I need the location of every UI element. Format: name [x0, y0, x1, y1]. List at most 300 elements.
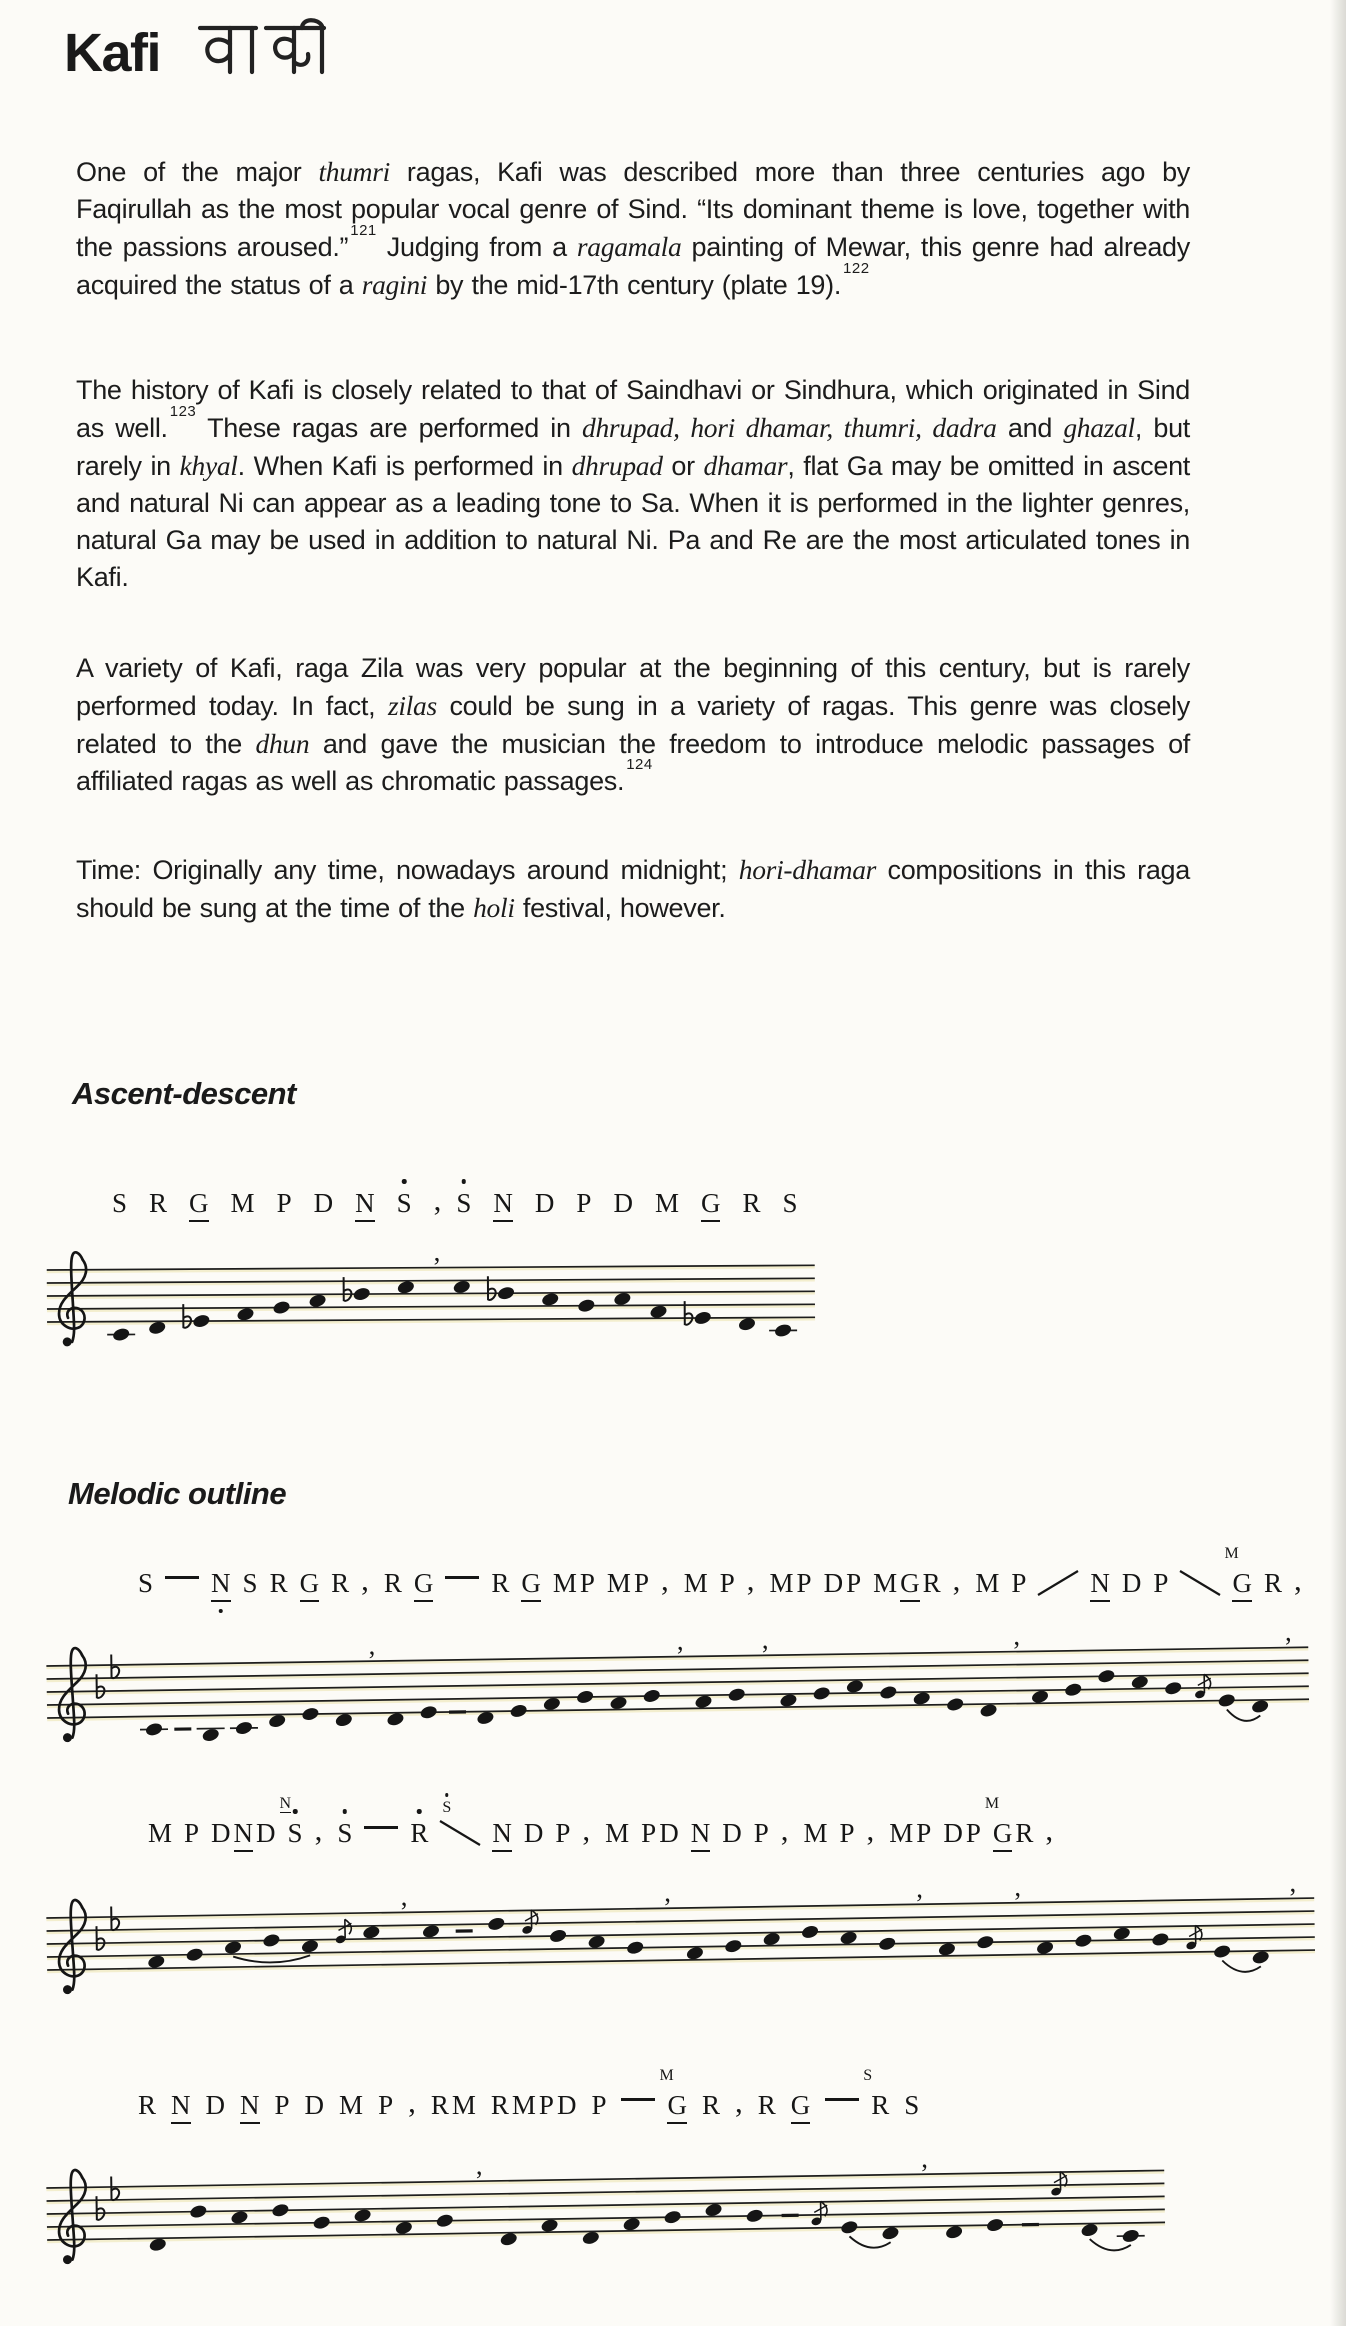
- sargam-note: [314, 1188, 334, 1219]
- sargam-letter: P: [1011, 1568, 1027, 1598]
- sargam-hold-dash: [364, 1826, 398, 1829]
- sargam-note: [803, 1818, 827, 1849]
- sargam-note: [452, 2090, 476, 2121]
- sargam-letter: M: [451, 2090, 476, 2120]
- sargam-note: [512, 2090, 536, 2121]
- sargam-letter: M: [654, 1188, 679, 1218]
- sargam-letter: S: [782, 1188, 798, 1218]
- sargam-note: [331, 1568, 349, 1599]
- sargam-note: [397, 1188, 412, 1219]
- sargam-letter: R: [742, 1188, 761, 1218]
- text-run: by the mid-17th century (plate 19).: [427, 270, 842, 300]
- sargam-pause-comma: ,: [314, 1812, 323, 1847]
- glide-line: [1034, 1564, 1082, 1600]
- sargam-letter: D: [659, 1818, 679, 1848]
- sargam-note: [580, 1568, 595, 1599]
- sargam-letter: R: [491, 1568, 510, 1598]
- sargam-letter: G: [900, 1568, 920, 1602]
- devanagari-title: [196, 16, 332, 78]
- sargam-note: [916, 1818, 931, 1849]
- sargam-letter: M: [605, 1818, 630, 1848]
- text-run: compositions in this raga should be sung at the time of the: [76, 855, 1190, 923]
- hold-dash: [456, 1929, 473, 1932]
- sargam-letter: R: [138, 2090, 157, 2120]
- sargam-note: [770, 1568, 794, 1599]
- note-head: [435, 2213, 454, 2229]
- breath-mark: ,: [920, 2143, 929, 2174]
- note-head: [144, 1721, 163, 1737]
- note-head: [419, 1704, 438, 1720]
- staff-melodic-1: [44, 1617, 1312, 1779]
- note-head: [879, 1685, 898, 1701]
- sargam-note: [641, 1818, 656, 1849]
- sargam-note: [305, 2090, 325, 2121]
- hold-dash: [782, 2214, 799, 2217]
- breath-mark: ,: [663, 1877, 672, 1908]
- glide-line: [436, 1814, 484, 1850]
- note-head: [1064, 1682, 1083, 1698]
- sargam-note: [1264, 1568, 1282, 1599]
- sargam-letter: S: [287, 1818, 303, 1848]
- text-run: , but rarely in: [76, 413, 1190, 481]
- sargam-hold-dash: [445, 1576, 479, 1579]
- sargam-letter: D: [1121, 1568, 1142, 1598]
- text-run: and: [996, 413, 1064, 443]
- sargam-note: [758, 2090, 776, 2121]
- note-head: [496, 1285, 515, 1301]
- sargam-letter: S: [242, 1568, 258, 1598]
- sargam-pause-comma: ,: [660, 1562, 669, 1597]
- italic-term: holi: [473, 892, 515, 923]
- sargam-note: [112, 1188, 127, 1219]
- note-head: [693, 1310, 712, 1326]
- note-head: [312, 2215, 331, 2231]
- sargam-letter: R: [410, 1818, 429, 1848]
- sargam-hold-dash: [825, 2098, 859, 2101]
- sargam-letter: D: [722, 1818, 742, 1848]
- sargam-note: [1015, 1818, 1033, 1849]
- sargam-letter: M: [230, 1188, 255, 1218]
- italic-term: ragini: [361, 269, 428, 300]
- text-run: These ragas are performed in: [196, 413, 582, 443]
- sargam-letter: D: [534, 1188, 555, 1218]
- sargam-note: [613, 1188, 633, 1219]
- sargam-note: [1153, 1568, 1168, 1599]
- glide-line: [1176, 1564, 1224, 1600]
- breath-mark: ,: [915, 1873, 924, 1904]
- sargam-line-melodic-2: [148, 1795, 1068, 1857]
- paragraph-history: [76, 372, 1190, 596]
- sargam-pause-comma: ,: [361, 1562, 369, 1597]
- note-head: [487, 1916, 506, 1932]
- sargam-note: [539, 2090, 554, 2121]
- sargam-letter: P: [378, 2090, 394, 2120]
- sargam-note: [984, 1795, 1013, 1852]
- sargam-note: [797, 1568, 812, 1599]
- sargam-letter: M: [975, 1568, 1000, 1598]
- sargam-note: [492, 1818, 512, 1852]
- sargam-letter: R: [757, 2090, 776, 2120]
- sargam-note: [655, 1188, 679, 1219]
- sargam-note: [607, 1568, 631, 1599]
- italic-term: hori-dhamar: [738, 854, 877, 885]
- sargam-note: [414, 1568, 434, 1602]
- sargam-letter: M: [803, 1818, 828, 1848]
- sargam-hold-dash: [621, 2098, 655, 2101]
- note-head: [234, 1720, 253, 1736]
- sargam-note: [410, 1818, 428, 1849]
- sargam-letter: R: [269, 1568, 288, 1598]
- sargam-letter: D: [556, 2090, 577, 2120]
- sargam-note: [742, 1188, 760, 1219]
- sargam-note: [256, 1818, 276, 1849]
- sargam-note: [840, 1818, 855, 1849]
- staff-svg: [44, 2140, 1168, 2296]
- sargam-letter: M: [889, 1818, 914, 1848]
- sargam-note: [277, 1188, 292, 1219]
- sargam-note: [524, 1818, 544, 1849]
- sargam-letter: R: [701, 2090, 720, 2120]
- italic-term: ragamala: [576, 231, 682, 262]
- sargam-note: [138, 1568, 153, 1599]
- sargam-letter: G: [300, 1568, 320, 1602]
- devanagari-glyphs: [200, 20, 324, 72]
- text-run: could be sung in a variety of ragas. This genre was closely related to the: [76, 691, 1190, 759]
- note-head: [774, 1323, 793, 1339]
- sargam-line-ascent-descent: [112, 1184, 820, 1222]
- sargam-pause-comma: ,: [433, 1182, 442, 1217]
- sargam-letter: N: [240, 2090, 260, 2124]
- sargam-letter: P: [846, 1568, 862, 1598]
- sargam-letter: M: [148, 1818, 173, 1848]
- staff-ascent-descent: [45, 1235, 818, 1383]
- sargam-note: [846, 1568, 861, 1599]
- sargam-letter: P: [579, 1568, 595, 1598]
- sargam-letter: G: [521, 1568, 541, 1602]
- sargam-note: [923, 1568, 941, 1599]
- note-head: [1164, 1680, 1183, 1696]
- note-head: [352, 1286, 371, 1302]
- treble-clef-icon: [59, 1252, 87, 1346]
- scan-edge-shadow: [1330, 0, 1346, 2326]
- note-head: [1121, 2228, 1140, 2244]
- sargam-letter: P: [276, 1188, 292, 1218]
- note-head: [663, 2209, 682, 2225]
- sargam-letter: P: [1153, 1568, 1169, 1598]
- note-head: [1151, 1932, 1170, 1948]
- sargam-letter: S: [138, 1568, 154, 1598]
- sargam-letter: R: [490, 2090, 509, 2120]
- sargam-note: [873, 1568, 897, 1599]
- note-head: [576, 1689, 595, 1705]
- sargam-note: [300, 1568, 320, 1602]
- sargam-letter: N: [1090, 1568, 1110, 1602]
- note-head: [271, 2202, 290, 2218]
- sargam-note: [378, 2090, 393, 2121]
- sargam-letter: R: [331, 1568, 350, 1598]
- sargam-note: [701, 1188, 721, 1222]
- sargam-note: [904, 2090, 919, 2121]
- sargam-letter: P: [576, 1188, 592, 1218]
- breath-mark: ,: [1014, 1871, 1022, 1902]
- sargam-letter: P: [839, 1818, 855, 1848]
- sargam-letter: M: [769, 1568, 794, 1598]
- note-head: [1217, 1693, 1236, 1709]
- sargam-note: [782, 1188, 797, 1219]
- sargam-letter: G: [791, 2090, 811, 2124]
- sargam-note: [275, 2090, 290, 2121]
- note-head: [1097, 1668, 1116, 1684]
- sargam-note: [211, 1568, 231, 1602]
- sargam-letter: S: [337, 1818, 353, 1848]
- sargam-note: [555, 1818, 570, 1849]
- sargam-pause-comma: ,: [1293, 1562, 1302, 1597]
- sargam-letter: P: [538, 2090, 554, 2120]
- sargam-note: [171, 2090, 191, 2124]
- sargam-note: [605, 1818, 629, 1849]
- text-run: . When Kafi is performed in: [237, 451, 572, 481]
- sargam-note: [576, 1188, 591, 1219]
- sargam-line-melodic-1: [138, 1545, 1317, 1607]
- sargam-letter: D: [313, 1188, 334, 1218]
- sargam-octave-grace-mark: M: [1224, 1545, 1239, 1562]
- sargam-note: [270, 1568, 288, 1599]
- sargam-letter: P: [184, 1818, 200, 1848]
- paragraph-time: [76, 851, 1190, 927]
- sargam-letter: P: [965, 1818, 981, 1848]
- sargam-letter: M: [606, 1568, 631, 1598]
- sargam-letter: N: [355, 1188, 375, 1222]
- staff-svg: [44, 1868, 1318, 2026]
- sargam-note: [966, 1818, 981, 1849]
- sargam-note: [824, 1568, 844, 1599]
- note-head: [976, 1934, 995, 1950]
- italic-term: dhrupad: [571, 450, 663, 481]
- sargam-letter: N: [234, 1818, 254, 1852]
- sargam-letter: D: [943, 1818, 963, 1848]
- note-head: [745, 2208, 764, 2224]
- sargam-note: [384, 1568, 402, 1599]
- sargam-pause-comma: ,: [952, 1562, 961, 1597]
- breath-mark: ,: [761, 1624, 769, 1655]
- sargam-note: [684, 1568, 708, 1599]
- italic-term: dhun: [255, 728, 310, 759]
- text-run: ragas, Kafi was described more than three centuries ago by Faqirullah as the most popular vocal genre of Sind. “Its dominant theme is love, together with the passions aroused.”: [76, 157, 1190, 262]
- sargam-pause-comma: ,: [746, 1562, 755, 1597]
- sargam-octave-grace-mark: S: [442, 1799, 452, 1817]
- breath-mark: ,: [400, 1881, 408, 1912]
- breath-mark: ,: [676, 1625, 684, 1656]
- text-run: One of the major: [76, 157, 319, 187]
- staff-line: [47, 1950, 1315, 1970]
- text-run: painting of Mewar, this genre had already acquired the status of a: [76, 232, 1190, 300]
- sargam-letter: S: [396, 1188, 412, 1218]
- meend-glide-down: [436, 1799, 484, 1857]
- staff-melodic-3: [44, 2140, 1168, 2301]
- footnote-marker: 124: [626, 756, 653, 773]
- breath-mark: ,: [1013, 1620, 1021, 1651]
- sargam-pause-comma: ,: [734, 2084, 743, 2119]
- sargam-note: [975, 1568, 999, 1599]
- sargam-letter: M: [511, 2090, 536, 2120]
- sargam-letter: D: [523, 1818, 544, 1848]
- sargam-letter: D: [823, 1568, 844, 1598]
- sargam-pause-comma: ,: [408, 2084, 416, 2119]
- sargam-note: [148, 1818, 172, 1849]
- sargam-letter: N: [691, 1818, 711, 1852]
- treble-clef-icon: [58, 1648, 87, 1742]
- sargam-letter: D: [211, 1818, 231, 1848]
- sargam-letter: N: [492, 1818, 512, 1852]
- breath-mark: ,: [1284, 1617, 1292, 1647]
- note-head: [642, 1688, 661, 1704]
- sargam-pause-comma: ,: [582, 1812, 591, 1847]
- sargam-letter: S: [456, 1188, 472, 1218]
- sargam-note: [211, 1818, 231, 1849]
- note-head: [189, 2204, 208, 2220]
- sargam-note: [702, 2090, 720, 2121]
- text-run: and gave the musician the freedom to introduce melodic passages of affiliated ragas as well as chromatic passages.: [76, 729, 1190, 796]
- note-head: [1213, 1944, 1232, 1960]
- note-head: [548, 1928, 567, 1944]
- breath-mark: ,: [475, 2150, 483, 2181]
- treble-clef-icon: [58, 1900, 87, 1994]
- sargam-note: [243, 1568, 258, 1599]
- breath-mark: ,: [1289, 1868, 1297, 1898]
- sargam-note: [791, 2090, 811, 2124]
- sargam-note: [337, 1818, 352, 1849]
- text-run: A variety of Kafi, raga Zila was very popular at the beginning of this century, but is rarely performed today. In fact,: [76, 653, 1190, 721]
- sargam-note: [943, 1818, 963, 1849]
- sargam-letter: G: [667, 2090, 687, 2124]
- sargam-letter: S: [904, 2090, 920, 2120]
- sargam-letter: G: [993, 1818, 1013, 1852]
- sargam-note: [659, 2067, 687, 2124]
- sargam-letter: N: [211, 1568, 231, 1602]
- note-head: [112, 1327, 131, 1343]
- sargam-note: [431, 2090, 449, 2121]
- note-head: [192, 1313, 211, 1329]
- note-head: [1074, 1933, 1093, 1949]
- sargam-note: [149, 1188, 167, 1219]
- sargam-note: [722, 1818, 742, 1849]
- sargam-note: [189, 1188, 209, 1222]
- sargam-letter: M: [873, 1568, 898, 1598]
- paragraph-zila: [76, 650, 1190, 800]
- sargam-note: [634, 1568, 649, 1599]
- sargam-letter: M: [683, 1568, 708, 1598]
- note-head: [626, 1940, 645, 1956]
- text-run: , flat Ga may be omitted in ascent and natural Ni can appear as a leading tone to Sa. When it is performed in the lighter genres, natural Ga may be used in addition to natural Ni. Pa and Re are the most articulated tones in Kafi.: [76, 451, 1190, 592]
- page-title: Kafi: [64, 23, 161, 83]
- heading-melodic-outline: Melodic outline: [68, 1476, 287, 1511]
- text-run: Time: Originally any time, nowadays around midnight;: [76, 855, 739, 885]
- note-head: [878, 1936, 897, 1952]
- note-head: [840, 2219, 859, 2235]
- note-head: [985, 2217, 1004, 2233]
- sargam-octave-grace-mark: M: [984, 1795, 1000, 1812]
- sargam-note: [231, 1188, 255, 1219]
- sargam-note: [754, 1818, 769, 1849]
- sargam-note: [206, 2090, 226, 2121]
- sargam-letter: P: [753, 1818, 769, 1848]
- sargam-letter: G: [1232, 1568, 1252, 1602]
- sargam-note: [1122, 1568, 1142, 1599]
- footnote-marker: 122: [843, 260, 870, 277]
- sargam-note: [553, 1568, 577, 1599]
- sargam-letter: R: [922, 1568, 941, 1598]
- sargam-note: [889, 1818, 913, 1849]
- sargam-letter: P: [633, 1568, 649, 1598]
- italic-term: khyal: [179, 450, 238, 481]
- hold-dash: [174, 1727, 191, 1730]
- staff-svg: [44, 1617, 1312, 1774]
- title-block: [64, 16, 332, 83]
- italic-term: zilas: [387, 690, 437, 721]
- sargam-letter: P: [274, 2090, 290, 2120]
- sargam-note: [1011, 1568, 1026, 1599]
- sargam-note: [535, 1188, 555, 1219]
- sargam-letter: N: [171, 2090, 191, 2124]
- note-head: [272, 1300, 291, 1316]
- sargam-note: [279, 1795, 303, 1849]
- sargam-letter: R: [430, 2090, 449, 2120]
- sargam-letter: P: [641, 1818, 657, 1848]
- sargam-letter: D: [304, 2090, 325, 2120]
- sargam-octave-grace-mark: N: [279, 1795, 292, 1812]
- note-head: [727, 1687, 746, 1703]
- sargam-note: [138, 2090, 156, 2121]
- sargam-note: [659, 1818, 679, 1849]
- footnote-marker: 121: [350, 222, 377, 239]
- footnote-marker: 123: [169, 403, 197, 420]
- italic-term: dhrupad, hori dhamar, thumri, dadra: [582, 412, 997, 443]
- sargam-letter: P: [555, 1818, 571, 1848]
- note-head: [800, 1924, 819, 1940]
- staff-melodic-2: [44, 1868, 1318, 2031]
- sargam-letter: G: [189, 1188, 209, 1222]
- note-head: [301, 1706, 320, 1722]
- note-head: [812, 1686, 831, 1702]
- sargam-note: [691, 1818, 711, 1852]
- sargam-letter: P: [916, 1818, 932, 1848]
- sargam-letter: M: [552, 1568, 577, 1598]
- sargam-note: [493, 1188, 513, 1222]
- sargam-note: [240, 2090, 260, 2124]
- note-head: [946, 1697, 965, 1713]
- text-run: Judging from a: [376, 232, 577, 262]
- sargam-pause-comma: ,: [780, 1812, 789, 1847]
- sargam-letter: R: [149, 1188, 168, 1218]
- sargam-note: [339, 2090, 363, 2121]
- note-head: [724, 1938, 743, 1954]
- sargam-note: [557, 2090, 577, 2121]
- paragraph-intro: [76, 153, 1190, 304]
- meend-glide-up: [1034, 1564, 1082, 1607]
- hold-dash: [1022, 2223, 1039, 2226]
- sargam-letter: R: [1015, 1818, 1034, 1848]
- sargam-pause-comma: ,: [1045, 1812, 1054, 1847]
- sargam-note: [1224, 1545, 1252, 1602]
- sargam-note: [900, 1568, 920, 1602]
- italic-term: thumri: [318, 156, 390, 187]
- sargam-note: [491, 2090, 509, 2121]
- sargam-note: [234, 1818, 254, 1852]
- sargam-note: [863, 2067, 890, 2121]
- sargam-letter: G: [414, 1568, 434, 1602]
- sargam-letter: N: [493, 1188, 513, 1222]
- sargam-pause-comma: ,: [866, 1812, 875, 1847]
